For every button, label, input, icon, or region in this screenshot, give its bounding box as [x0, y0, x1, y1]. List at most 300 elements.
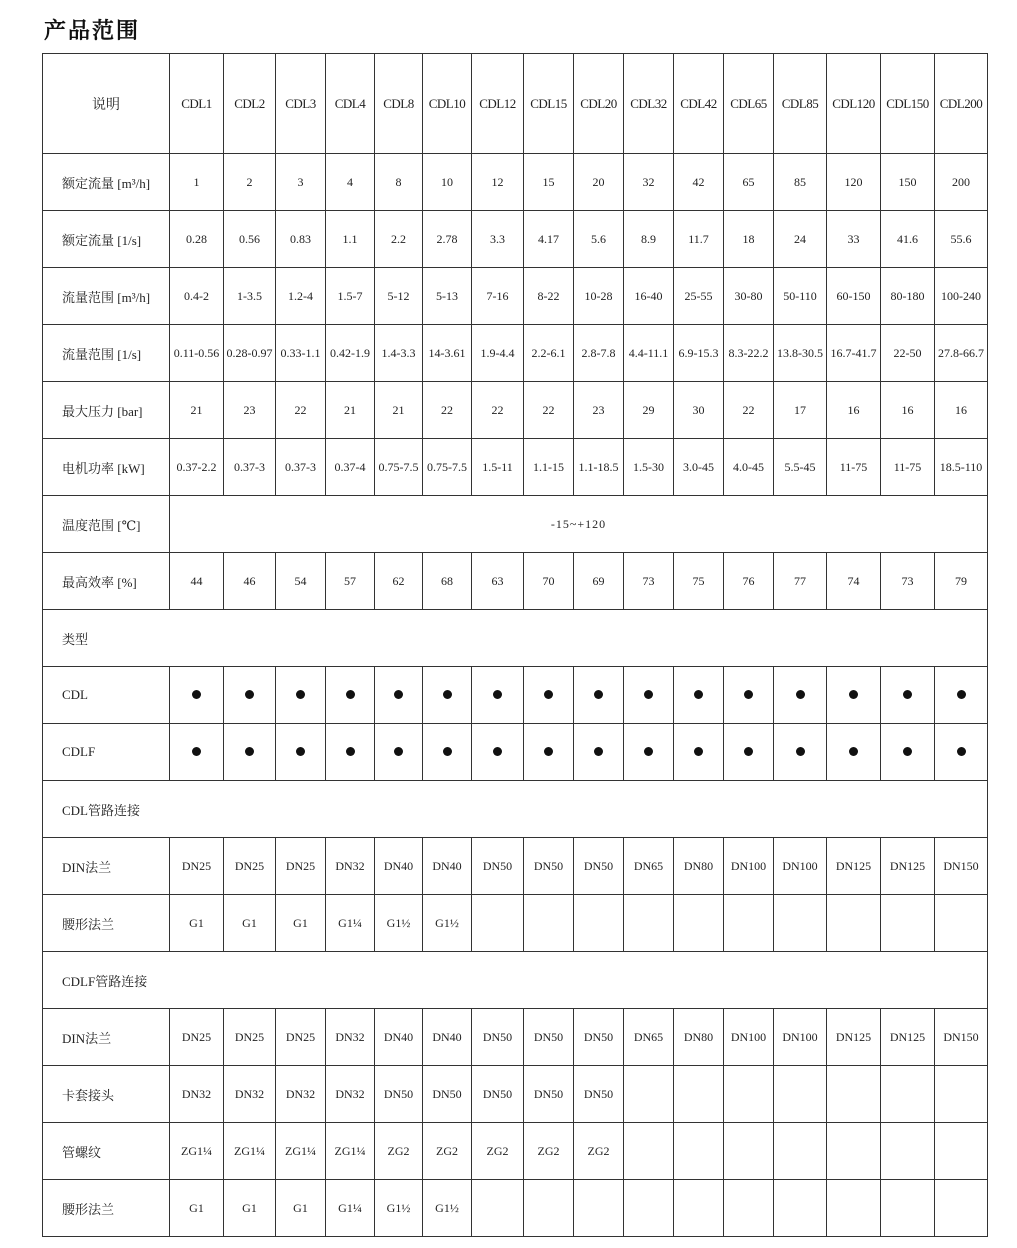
table-cell [524, 724, 574, 781]
table-cell: 0.11-0.56 [170, 325, 224, 382]
section-label: CDL管路连接 [43, 781, 988, 838]
table-cell: DN125 [827, 1009, 881, 1066]
row-label: DIN法兰 [43, 1009, 170, 1066]
row-label: 流量范围 [m³/h] [43, 268, 170, 325]
table-cell: 27.8-66.7 [935, 325, 988, 382]
table-cell [774, 724, 827, 781]
table-cell [624, 667, 674, 724]
table-row [43, 1066, 988, 1123]
table-cell [881, 667, 935, 724]
table-cell [827, 1180, 881, 1237]
table-cell: 0.83 [276, 211, 326, 268]
table-cell: 7-16 [472, 268, 524, 325]
table-cell: 25-55 [674, 268, 724, 325]
table-cell: 1.4-3.3 [375, 325, 423, 382]
table-cell: DN50 [472, 838, 524, 895]
table-cell: 120 [827, 154, 881, 211]
table-cell: 12 [472, 154, 524, 211]
table-cell: 2.2-6.1 [524, 325, 574, 382]
table-cell: ZG2 [574, 1123, 624, 1180]
table-cell [524, 1180, 574, 1237]
table-cell [935, 1180, 988, 1237]
table-cell: 63 [472, 553, 524, 610]
table-cell [774, 1180, 827, 1237]
availability-dot-icon [493, 747, 502, 756]
availability-dot-icon [796, 747, 805, 756]
table-cell: 22 [472, 382, 524, 439]
table-cell: DN25 [224, 1009, 276, 1066]
table-cell [827, 724, 881, 781]
model-header-cell: CDL10 [423, 54, 472, 154]
table-cell: DN80 [674, 838, 724, 895]
table-cell [724, 667, 774, 724]
table-cell: 8 [375, 154, 423, 211]
table-cell [881, 895, 935, 952]
row-label: 额定流量 [1/s] [43, 211, 170, 268]
table-cell: DN40 [423, 1009, 472, 1066]
table-cell [827, 1123, 881, 1180]
availability-dot-icon [594, 690, 603, 699]
table-cell: 1-3.5 [224, 268, 276, 325]
availability-dot-icon [903, 690, 912, 699]
table-cell [827, 667, 881, 724]
table-cell [774, 667, 827, 724]
table-cell [774, 1066, 827, 1123]
table-cell [935, 724, 988, 781]
table-row [43, 724, 988, 781]
model-header-cell: CDL8 [375, 54, 423, 154]
table-cell: DN40 [375, 1009, 423, 1066]
table-cell: 10-28 [574, 268, 624, 325]
table-row [43, 838, 988, 895]
availability-dot-icon [744, 747, 753, 756]
model-header-cell: CDL200 [935, 54, 988, 154]
table-cell: 74 [827, 553, 881, 610]
table-cell: 1.1-15 [524, 439, 574, 496]
table-cell: DN125 [881, 838, 935, 895]
table-cell [170, 724, 224, 781]
table-cell [935, 1066, 988, 1123]
temperature-range-value: -15~+120 [170, 496, 988, 553]
table-cell [574, 667, 624, 724]
table-cell: 6.9-15.3 [674, 325, 724, 382]
table-cell [724, 1066, 774, 1123]
table-cell: 2.78 [423, 211, 472, 268]
table-cell: 77 [774, 553, 827, 610]
table-cell: 0.75-7.5 [375, 439, 423, 496]
table-cell: DN32 [276, 1066, 326, 1123]
availability-dot-icon [594, 747, 603, 756]
table-cell: 8.3-22.2 [724, 325, 774, 382]
table-cell: 0.33-1.1 [276, 325, 326, 382]
table-row [43, 439, 988, 496]
table-cell: DN25 [170, 1009, 224, 1066]
table-cell: 21 [170, 382, 224, 439]
row-label: CDL [43, 667, 170, 724]
availability-dot-icon [957, 690, 966, 699]
table-cell: G1¼ [326, 1180, 375, 1237]
table-cell: G1½ [423, 895, 472, 952]
table-cell: 22 [276, 382, 326, 439]
table-cell: 80-180 [881, 268, 935, 325]
table-row [43, 154, 988, 211]
availability-dot-icon [296, 690, 305, 699]
table-cell: 8.9 [624, 211, 674, 268]
table-cell: 75 [674, 553, 724, 610]
row-label: 腰形法兰 [43, 895, 170, 952]
table-cell [574, 1180, 624, 1237]
section-row [43, 610, 988, 667]
section-row [43, 952, 988, 1009]
availability-dot-icon [694, 747, 703, 756]
table-cell [423, 667, 472, 724]
table-cell: 0.75-7.5 [423, 439, 472, 496]
model-header-cell: CDL85 [774, 54, 827, 154]
table-cell: 0.37-2.2 [170, 439, 224, 496]
table-cell: 2.8-7.8 [574, 325, 624, 382]
table-cell: ZG1¼ [224, 1123, 276, 1180]
table-cell: 21 [375, 382, 423, 439]
availability-dot-icon [849, 747, 858, 756]
table-cell: 22-50 [881, 325, 935, 382]
table-cell: DN32 [170, 1066, 224, 1123]
table-row [43, 895, 988, 952]
table-row [43, 496, 988, 553]
table-cell: 21 [326, 382, 375, 439]
availability-dot-icon [192, 747, 201, 756]
row-label: DIN法兰 [43, 838, 170, 895]
table-cell: ZG2 [524, 1123, 574, 1180]
row-label: 温度范围 [℃] [43, 496, 170, 553]
table-cell: 20 [574, 154, 624, 211]
table-cell: 0.42-1.9 [326, 325, 375, 382]
table-cell [935, 895, 988, 952]
table-cell [624, 1123, 674, 1180]
availability-dot-icon [957, 747, 966, 756]
page-title: 产品范围 [44, 19, 141, 44]
table-cell [574, 724, 624, 781]
table-cell: 4.4-11.1 [624, 325, 674, 382]
table-cell [724, 1123, 774, 1180]
table-cell [326, 667, 375, 724]
table-cell: DN32 [224, 1066, 276, 1123]
table-cell [881, 1180, 935, 1237]
availability-dot-icon [903, 747, 912, 756]
table-cell [224, 667, 276, 724]
availability-dot-icon [394, 747, 403, 756]
table-cell: 3 [276, 154, 326, 211]
table-cell: DN65 [624, 838, 674, 895]
table-cell: ZG2 [472, 1123, 524, 1180]
row-label: 最大压力 [bar] [43, 382, 170, 439]
table-cell: 1.5-30 [624, 439, 674, 496]
table-cell: G1 [170, 1180, 224, 1237]
table-cell [170, 667, 224, 724]
availability-dot-icon [245, 690, 254, 699]
table-cell: 0.37-3 [224, 439, 276, 496]
availability-dot-icon [644, 690, 653, 699]
table-cell [574, 895, 624, 952]
availability-dot-icon [493, 690, 502, 699]
table-cell: DN32 [326, 838, 375, 895]
table-cell: DN32 [326, 1066, 375, 1123]
table-cell: G1½ [375, 895, 423, 952]
table-cell: DN50 [472, 1009, 524, 1066]
table-cell: G1 [276, 1180, 326, 1237]
row-label: 管螺纹 [43, 1123, 170, 1180]
table-cell: DN40 [423, 838, 472, 895]
table-cell: 46 [224, 553, 276, 610]
table-cell: 1.1-18.5 [574, 439, 624, 496]
table-row [43, 1123, 988, 1180]
table-cell: 55.6 [935, 211, 988, 268]
table-cell [935, 667, 988, 724]
table-cell [423, 724, 472, 781]
availability-dot-icon [346, 747, 355, 756]
availability-dot-icon [544, 690, 553, 699]
table-cell: ZG1¼ [170, 1123, 224, 1180]
table-cell: DN50 [574, 1009, 624, 1066]
table-cell: 200 [935, 154, 988, 211]
table-cell: 32 [624, 154, 674, 211]
model-header-cell: CDL4 [326, 54, 375, 154]
table-cell: 33 [827, 211, 881, 268]
table-cell: 5.6 [574, 211, 624, 268]
table-cell: 41.6 [881, 211, 935, 268]
row-label: 卡套接头 [43, 1066, 170, 1123]
table-cell: DN25 [276, 1009, 326, 1066]
table-cell: DN32 [326, 1009, 375, 1066]
availability-dot-icon [694, 690, 703, 699]
table-cell: 3.3 [472, 211, 524, 268]
availability-dot-icon [443, 747, 452, 756]
table-cell [326, 724, 375, 781]
section-row [43, 781, 988, 838]
table-cell: 76 [724, 553, 774, 610]
availability-dot-icon [544, 747, 553, 756]
availability-dot-icon [644, 747, 653, 756]
row-label: 流量范围 [1/s] [43, 325, 170, 382]
table-cell [624, 895, 674, 952]
table-cell: ZG1¼ [276, 1123, 326, 1180]
table-cell: 11-75 [827, 439, 881, 496]
table-cell: 73 [881, 553, 935, 610]
table-cell: 16.7-41.7 [827, 325, 881, 382]
table-cell: G1 [224, 1180, 276, 1237]
table-cell: DN65 [624, 1009, 674, 1066]
model-header-cell: CDL42 [674, 54, 724, 154]
table-cell: 16 [881, 382, 935, 439]
table-cell [935, 1123, 988, 1180]
model-header-cell: CDL15 [524, 54, 574, 154]
table-cell: 15 [524, 154, 574, 211]
model-header-cell: CDL32 [624, 54, 674, 154]
table-cell: 1.2-4 [276, 268, 326, 325]
table-row [43, 553, 988, 610]
row-label: 腰形法兰 [43, 1180, 170, 1237]
table-cell [881, 724, 935, 781]
model-header-cell: CDL1 [170, 54, 224, 154]
table-cell: 10 [423, 154, 472, 211]
table-cell: DN50 [472, 1066, 524, 1123]
table-cell [472, 895, 524, 952]
table-cell [674, 1123, 724, 1180]
model-header-cell: CDL2 [224, 54, 276, 154]
table-cell: 57 [326, 553, 375, 610]
table-cell: 69 [574, 553, 624, 610]
table-cell: 70 [524, 553, 574, 610]
table-cell: DN25 [170, 838, 224, 895]
availability-dot-icon [192, 690, 201, 699]
table-cell: 4 [326, 154, 375, 211]
table-cell: 0.28-0.97 [224, 325, 276, 382]
table-cell: 4.0-45 [724, 439, 774, 496]
table-cell: 22 [423, 382, 472, 439]
availability-dot-icon [245, 747, 254, 756]
table-row [43, 1009, 988, 1066]
table-cell: 22 [524, 382, 574, 439]
table-cell: 30-80 [724, 268, 774, 325]
table-cell [624, 724, 674, 781]
table-cell: 23 [224, 382, 276, 439]
table-cell: 30 [674, 382, 724, 439]
table-cell: 1.1 [326, 211, 375, 268]
table-cell: ZG1¼ [326, 1123, 375, 1180]
table-cell: 24 [774, 211, 827, 268]
section-label: CDLF管路连接 [43, 952, 988, 1009]
availability-dot-icon [346, 690, 355, 699]
table-cell: 0.37-3 [276, 439, 326, 496]
table-cell: 150 [881, 154, 935, 211]
table-cell: 79 [935, 553, 988, 610]
table-cell: DN125 [881, 1009, 935, 1066]
table-cell: 29 [624, 382, 674, 439]
table-cell: 100-240 [935, 268, 988, 325]
table-cell: DN50 [524, 838, 574, 895]
table-cell: 0.37-4 [326, 439, 375, 496]
table-cell [524, 667, 574, 724]
table-cell: 23 [574, 382, 624, 439]
table-cell: 62 [375, 553, 423, 610]
table-cell: 17 [774, 382, 827, 439]
table-cell: 54 [276, 553, 326, 610]
table-cell: 0.56 [224, 211, 276, 268]
table-header-row [43, 54, 988, 154]
table-cell [881, 1066, 935, 1123]
table-cell [724, 724, 774, 781]
table-cell: ZG2 [423, 1123, 472, 1180]
table-cell: DN100 [724, 1009, 774, 1066]
table-cell: 5-13 [423, 268, 472, 325]
table-cell: 1 [170, 154, 224, 211]
table-cell: DN100 [774, 1009, 827, 1066]
table-cell [624, 1180, 674, 1237]
table-cell: 16 [935, 382, 988, 439]
table-row [43, 382, 988, 439]
availability-dot-icon [744, 690, 753, 699]
table-cell: DN150 [935, 838, 988, 895]
table-row [43, 268, 988, 325]
row-label: CDLF [43, 724, 170, 781]
model-header-cell: CDL3 [276, 54, 326, 154]
table-row [43, 1180, 988, 1237]
table-cell [276, 724, 326, 781]
model-header-cell: CDL120 [827, 54, 881, 154]
table-cell: 44 [170, 553, 224, 610]
table-cell [774, 1123, 827, 1180]
row-label: 最高效率 [%] [43, 553, 170, 610]
availability-dot-icon [296, 747, 305, 756]
table-cell: DN50 [524, 1009, 574, 1066]
section-label: 类型 [43, 610, 988, 667]
table-cell: 73 [624, 553, 674, 610]
table-cell: 85 [774, 154, 827, 211]
table-cell: G1 [224, 895, 276, 952]
table-cell: 1.9-4.4 [472, 325, 524, 382]
table-cell [881, 1123, 935, 1180]
table-cell: G1½ [423, 1180, 472, 1237]
table-cell [827, 1066, 881, 1123]
table-cell [472, 724, 524, 781]
table-cell [724, 1180, 774, 1237]
table-cell: 18.5-110 [935, 439, 988, 496]
table-cell: 1.5-11 [472, 439, 524, 496]
table-cell [674, 667, 724, 724]
table-cell: 3.0-45 [674, 439, 724, 496]
table-cell: 0.28 [170, 211, 224, 268]
table-cell: 8-22 [524, 268, 574, 325]
table-row [43, 667, 988, 724]
table-cell [674, 895, 724, 952]
table-cell [674, 1180, 724, 1237]
table-cell: 11.7 [674, 211, 724, 268]
table-cell [375, 667, 423, 724]
row-label: 电机功率 [kW] [43, 439, 170, 496]
table-cell: DN50 [375, 1066, 423, 1123]
table-cell: 0.4-2 [170, 268, 224, 325]
table-cell: DN50 [423, 1066, 472, 1123]
table-cell: 2.2 [375, 211, 423, 268]
table-cell: DN25 [224, 838, 276, 895]
table-cell [724, 895, 774, 952]
table-cell: 1.5-7 [326, 268, 375, 325]
table-cell: 5-12 [375, 268, 423, 325]
table-cell: 13.8-30.5 [774, 325, 827, 382]
table-row [43, 325, 988, 382]
table-cell: DN100 [774, 838, 827, 895]
table-cell: ZG2 [375, 1123, 423, 1180]
table-cell [674, 1066, 724, 1123]
availability-dot-icon [849, 690, 858, 699]
table-cell [774, 895, 827, 952]
table-cell [624, 1066, 674, 1123]
table-cell: 18 [724, 211, 774, 268]
table-cell: 60-150 [827, 268, 881, 325]
table-cell: 11-75 [881, 439, 935, 496]
availability-dot-icon [394, 690, 403, 699]
table-cell: G1 [170, 895, 224, 952]
table-cell: G1 [276, 895, 326, 952]
table-cell: DN50 [524, 1066, 574, 1123]
table-cell: 5.5-45 [774, 439, 827, 496]
table-cell [472, 667, 524, 724]
table-cell: DN50 [574, 838, 624, 895]
table-cell: DN25 [276, 838, 326, 895]
table-cell: DN50 [574, 1066, 624, 1123]
table-cell: 4.17 [524, 211, 574, 268]
table-cell [827, 895, 881, 952]
row-label: 额定流量 [m³/h] [43, 154, 170, 211]
